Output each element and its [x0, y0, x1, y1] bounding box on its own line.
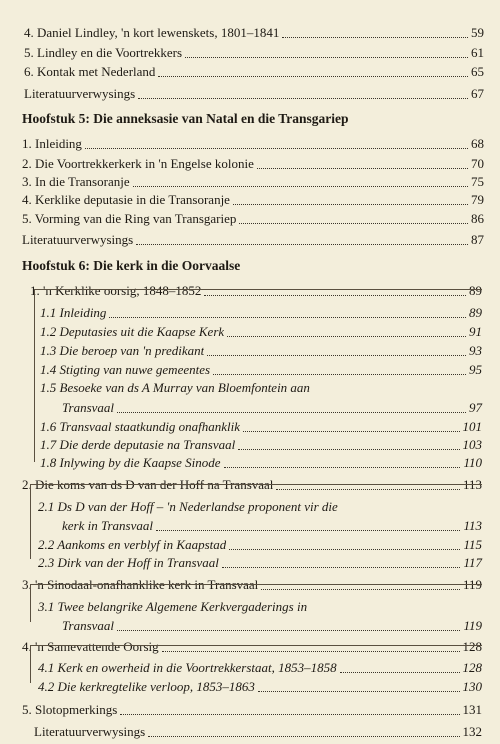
page-number: 110	[463, 455, 482, 470]
toc-entry-label: 1.4 Stigting van nuwe gemeentes	[40, 362, 211, 377]
dot-leader	[222, 567, 461, 568]
page-number: 130	[462, 679, 482, 694]
toc-entry-label: 1.7 Die derde deputasie na Transvaal	[40, 437, 236, 452]
page-number: 119	[462, 577, 482, 592]
dot-leader	[148, 736, 459, 737]
toc-subentry-label: 3.1 Twee belangrike Algemene Kerkvergaderings in	[38, 599, 308, 614]
toc-entry-label: 1.3 Die beroep van 'n predikant	[40, 343, 205, 358]
dot-leader	[85, 148, 468, 149]
dot-leader	[120, 714, 459, 715]
toc-entry-label: 5. Lindley en die Voortrekkers	[24, 45, 183, 60]
page-number: 128	[462, 639, 482, 654]
toc-entry	[0, 130, 500, 152]
toc-subentry-label: 2.1 Ds D van der Hoff – 'n Nederlandse proponent vir die	[38, 499, 338, 514]
toc-entry	[0, 19, 500, 41]
page-number: 132	[462, 724, 482, 739]
toc-entry-label: 1. 'n Kerklike oorsig, 1848–1852	[30, 283, 202, 298]
page-number: 70	[471, 156, 484, 171]
page-number: 97	[469, 400, 482, 415]
toc-entry	[0, 277, 500, 299]
page-number: 68	[471, 136, 484, 151]
page-number: 117	[463, 555, 482, 570]
toc-entry-label: 4. Daniel Lindley, 'n kort lewenskets, 1801–1841	[24, 25, 280, 40]
toc-subentry	[0, 449, 500, 471]
toc-subentry-label: 1.5 Besoeke van ds A Murray van Bloemfontein aan	[40, 380, 310, 395]
page-number: 95	[469, 362, 482, 377]
toc-subentry	[0, 673, 500, 695]
page-number: 79	[471, 192, 484, 207]
page-number: 86	[471, 211, 484, 226]
toc-entry-label: Transvaal	[62, 618, 115, 633]
toc-entry-label: 6. Kontak met Nederland	[24, 64, 156, 79]
chapter-heading-text: Hoofstuk 5: Die anneksasie van Natal en die Transgariep	[22, 111, 349, 126]
toc-entry-label: 5. Vorming van die Ring van Transgariep	[22, 211, 237, 226]
dot-leader	[261, 589, 460, 590]
page-number: 87	[471, 232, 484, 247]
toc-entry	[0, 58, 500, 80]
page-number: 113	[463, 518, 482, 533]
page-number: 61	[471, 45, 484, 60]
toc-entry	[0, 718, 500, 740]
chapter-heading	[0, 105, 500, 127]
toc-entry-label: 1.8 Inlywing by die Kaapse Sinode	[40, 455, 221, 470]
toc-entry-label: kerk in Transvaal	[62, 518, 153, 533]
bracket-rule	[30, 484, 482, 485]
toc-entry	[0, 226, 500, 248]
page-number: 119	[463, 618, 482, 633]
dot-leader	[258, 691, 460, 692]
page-number: 103	[462, 437, 482, 452]
toc-entry	[0, 696, 500, 718]
dot-leader	[162, 651, 460, 652]
bracket-rule	[30, 645, 482, 646]
toc-entry-label: Literatuurverwysings	[24, 86, 136, 101]
page-number: 115	[463, 537, 482, 552]
toc-entry-label: 3. In die Transoranje	[22, 174, 130, 189]
bracket-rule	[30, 584, 31, 622]
page-number: 89	[469, 283, 482, 298]
dot-leader	[276, 489, 460, 490]
dot-leader	[117, 630, 460, 631]
page-number: 59	[471, 25, 484, 40]
toc-entry-label: 1. Inleiding	[22, 136, 82, 151]
bracket-rule	[34, 289, 35, 462]
toc-entry-label: 1.2 Deputasies uit die Kaapse Kerk	[40, 324, 225, 339]
dot-leader	[239, 223, 468, 224]
toc-subentry-line	[0, 374, 500, 396]
page-number: 65	[471, 64, 484, 79]
bracket-rule	[30, 484, 31, 559]
dot-leader	[138, 98, 468, 99]
toc-entry-label: 5. Slotopmerkings	[22, 702, 118, 717]
toc-entry-label: 2. Die Voortrekkerkerk in 'n Engelse kolonie	[22, 156, 254, 171]
toc-entry-label: 2.3 Dirk van der Hoff in Transvaal	[38, 555, 219, 570]
toc-entry-label: 4.2 Die kerkregtelike verloop, 1853–1863	[38, 679, 255, 694]
toc-entry-label: Literatuurverwysings	[34, 724, 146, 739]
toc-entry	[0, 80, 500, 102]
page-number: 128	[462, 660, 482, 675]
bracket-rule	[34, 289, 482, 290]
page-number: 91	[469, 324, 482, 339]
toc-entry-label: 2.2 Aankoms en verblyf in Kaapstad	[38, 537, 227, 552]
page-number: 75	[471, 174, 484, 189]
toc-entry	[0, 205, 500, 227]
chapter-heading-text: Hoofstuk 6: Die kerk in die Oorvaalse	[22, 258, 241, 273]
page-number: 113	[462, 477, 482, 492]
toc-subentry	[0, 549, 500, 571]
bracket-rule	[30, 645, 31, 683]
toc-entry-label: 1.6 Transvaal staatkundig onafhanklik	[40, 419, 241, 434]
toc-entry-label: 4. Kerklike deputasie in die Transoranje	[22, 192, 230, 207]
toc-subentry	[0, 612, 500, 634]
toc-entry-label: Literatuurverwysings	[22, 232, 134, 247]
toc-entry-label: Transvaal	[62, 400, 115, 415]
page-number: 101	[462, 419, 482, 434]
toc-entry-label: 3. 'n Sinodaal-onafhanklike kerk in Transvaal	[22, 577, 259, 592]
dot-leader	[158, 76, 468, 77]
page-number: 131	[462, 702, 482, 717]
page-number: 93	[469, 343, 482, 358]
dot-leader	[282, 37, 468, 38]
bracket-rule	[30, 584, 482, 585]
page-number: 67	[471, 86, 484, 101]
toc-entry-label: 4. 'n Samevattende Oorsig	[22, 639, 159, 654]
toc-entry-label: 2. Die koms van ds D van der Hoff na Transvaal	[22, 477, 274, 492]
toc-entry	[0, 571, 500, 593]
dot-leader	[224, 467, 461, 468]
toc-entry	[0, 633, 500, 655]
dot-leader	[136, 244, 468, 245]
toc-entry	[0, 471, 500, 493]
page-number: 89	[469, 305, 482, 320]
toc-entry-label: 4.1 Kerk en owerheid in die Voortrekkerstaat, 1853–1858	[38, 660, 337, 675]
toc-entry-label: 1.1 Inleiding	[40, 305, 107, 320]
chapter-heading	[0, 252, 500, 274]
dot-leader	[204, 295, 466, 296]
